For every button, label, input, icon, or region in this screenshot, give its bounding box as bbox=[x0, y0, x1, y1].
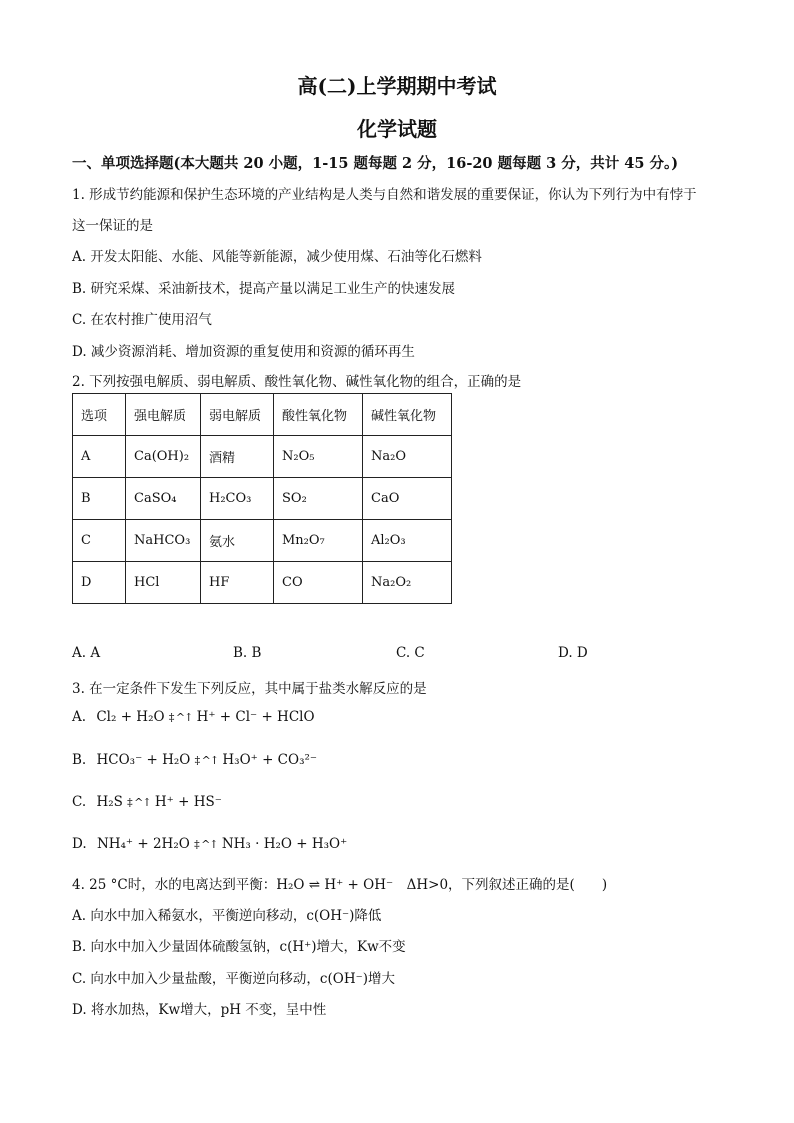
equilibrium-arrow-icon: ‡ ^↑ bbox=[127, 796, 151, 809]
table-header-cell: 碱性氧化物 bbox=[363, 394, 452, 436]
table-cell: A bbox=[73, 436, 126, 478]
q3-option-a bbox=[72, 709, 315, 725]
q3-stem: 3. 在一定条件下发生下列反应，其中属于盐类水解反应的是 bbox=[72, 681, 427, 697]
table-cell: CaO bbox=[363, 478, 452, 520]
equilibrium-arrow-icon: ‡ ^↑ bbox=[194, 838, 218, 851]
q2-table bbox=[72, 393, 452, 604]
table-row bbox=[73, 562, 452, 604]
q3-option-label: D. bbox=[72, 836, 87, 852]
q3-equation-right: H₃O⁺ + CO₃²⁻ bbox=[222, 752, 318, 768]
table-row bbox=[73, 520, 452, 562]
q3-equation-left: NH₄⁺ + 2H₂O bbox=[96, 836, 190, 852]
q2-stem: 2. 下列按强电解质、弱电解质、酸性氧化物、碱性氧化物的组合，正确的是 bbox=[72, 374, 522, 390]
q1-option-a: A. 开发太阳能、水能、风能等新能源，减少使用煤、石油等化石燃料 bbox=[72, 249, 482, 265]
q3-option-label: A. bbox=[72, 709, 87, 725]
q1-option-d: D. 减少资源消耗、增加资源的重复使用和资源的循环再生 bbox=[72, 344, 415, 360]
q3-equation-left: H₂S bbox=[96, 794, 123, 810]
page-title: 高(二)上学期期中考试 bbox=[297, 74, 497, 98]
table-cell: SO₂ bbox=[274, 478, 363, 520]
q4-option-d: D. 将水加热，Kw增大，pH 不变，呈中性 bbox=[72, 1002, 327, 1018]
table-row bbox=[73, 478, 452, 520]
table-cell: HF bbox=[201, 562, 274, 604]
table-cell: Mn₂O₇ bbox=[274, 520, 363, 562]
table-cell: 酒精 bbox=[201, 436, 274, 478]
table-cell: N₂O₅ bbox=[274, 436, 363, 478]
q3-option-b bbox=[72, 752, 317, 768]
q1-stem-line2: 这一保证的是 bbox=[72, 218, 153, 234]
q3-equation-right: H⁺ + Cl⁻ + HClO bbox=[196, 709, 315, 725]
table-cell: HCl bbox=[126, 562, 201, 604]
q4-stem: 4. 25 °C时，水的电离达到平衡：H₂O ⇌ H⁺ + OH⁻ ΔH>0，下列叙述正确的是( ) bbox=[72, 877, 608, 893]
q1-stem-line1: 1. 形成节约能源和保护生态环境的产业结构是人类与自然和谐发展的重要保证，你认为下列行为中有悖于 bbox=[72, 187, 697, 203]
q3-option-label: C. bbox=[72, 794, 87, 810]
table-cell: D bbox=[73, 562, 126, 604]
equilibrium-arrow-icon: ‡ ^↑ bbox=[194, 754, 219, 767]
table-cell: Al₂O₃ bbox=[363, 520, 452, 562]
table-cell: C bbox=[73, 520, 126, 562]
q3-option-c bbox=[72, 794, 222, 810]
table-cell: CO bbox=[274, 562, 363, 604]
q4-option-b: B. 向水中加入少量固体硫酸氢钠，c(H⁺)增大，Kw不变 bbox=[72, 939, 406, 955]
q3-equation-right: NH₃ · H₂O + H₃O⁺ bbox=[221, 836, 348, 852]
table-header-cell: 选项 bbox=[73, 394, 126, 436]
q2-answer-d: D. D bbox=[558, 645, 588, 661]
table-header-row bbox=[73, 394, 452, 436]
table-row bbox=[73, 436, 452, 478]
equilibrium-arrow-icon: ‡ ^↑ bbox=[168, 711, 193, 724]
table-header-cell: 弱电解质 bbox=[201, 394, 274, 436]
q3-option-label: B. bbox=[72, 752, 87, 768]
q2-answer-a: A. A bbox=[72, 645, 101, 661]
q3-equation-left: Cl₂ + H₂O bbox=[96, 709, 165, 725]
table-cell: Ca(OH)₂ bbox=[126, 436, 201, 478]
table-cell: 氨水 bbox=[201, 520, 274, 562]
table-cell: H₂CO₃ bbox=[201, 478, 274, 520]
section-heading: 一、单项选择题(本大题共 20 小题，1-15 题每题 2 分，16-20 题每题 3 分，共计 45 分。) bbox=[72, 155, 679, 172]
q4-option-a: A. 向水中加入稀氨水，平衡逆向移动，c(OH⁻)降低 bbox=[72, 908, 382, 924]
table-header-cell: 酸性氧化物 bbox=[274, 394, 363, 436]
table-cell: Na₂O₂ bbox=[363, 562, 452, 604]
table-cell: Na₂O bbox=[363, 436, 452, 478]
q4-option-c: C. 向水中加入少量盐酸，平衡逆向移动，c(OH⁻)增大 bbox=[72, 971, 395, 987]
page-subtitle: 化学试题 bbox=[357, 117, 437, 141]
q2-answer-b: B. B bbox=[233, 645, 262, 661]
q1-option-c: C. 在农村推广使用沼气 bbox=[72, 312, 212, 328]
q3-equation-right: H⁺ + HS⁻ bbox=[154, 794, 222, 810]
table-cell: NaHCO₃ bbox=[126, 520, 201, 562]
table-cell: B bbox=[73, 478, 126, 520]
table-cell: CaSO₄ bbox=[126, 478, 201, 520]
table-header-cell: 强电解质 bbox=[126, 394, 201, 436]
q2-answer-c: C. C bbox=[396, 645, 425, 661]
q1-option-b: B. 研究采煤、采油新技术，提高产量以满足工业生产的快速发展 bbox=[72, 281, 456, 297]
q3-option-d bbox=[72, 836, 347, 852]
q3-equation-left: HCO₃⁻ + H₂O bbox=[96, 752, 191, 768]
